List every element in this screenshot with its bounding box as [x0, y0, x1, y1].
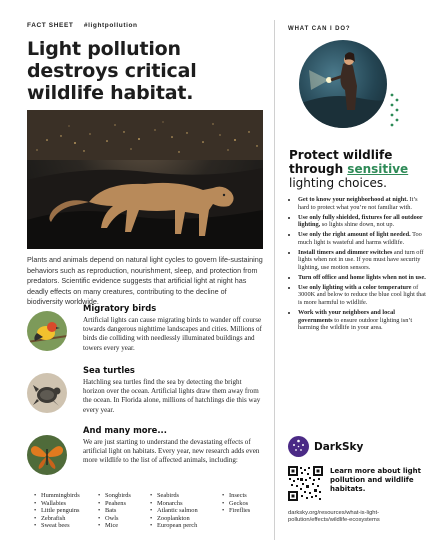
many-more-title: And many more...: [83, 425, 167, 435]
tip-item: [298, 249, 426, 272]
animal-list: [34, 492, 270, 530]
tip-bold: Use only fully shielded, fixtures for all outdoor lighting,: [298, 213, 423, 229]
tip-bold: Install timers and dimmer switches: [298, 248, 393, 256]
animal-item: • Insects: [222, 492, 262, 500]
animal-item: • Seabirds: [150, 492, 216, 500]
tip-item: [298, 274, 426, 282]
protect-heading-part-1: Protect wildlife through: [289, 148, 393, 176]
qr-code[interactable]: [288, 466, 323, 501]
sidebar-heading: WHAT CAN I DO?: [288, 26, 351, 32]
tip-bold: Turn off office and home lights when not in use.: [298, 273, 426, 281]
tip-text: to ensure outdoor lighting isn’t harming the wildlife in your area.: [298, 316, 413, 332]
migratory-birds-body: [83, 303, 265, 353]
many-more-body: [83, 425, 265, 466]
fact-sheet-label: FACT SHEET: [27, 22, 74, 29]
animal-item: • Geckos: [222, 500, 262, 508]
animal-item: • Mice: [98, 522, 144, 530]
animal-item: • Wallabies: [34, 500, 92, 508]
turtle-icon: [27, 373, 67, 413]
animal-item: • Atlantic salmon: [150, 507, 216, 515]
tip-bold: Use only the right amount of light needed.: [298, 231, 411, 239]
darksky-logo-icon: [288, 436, 309, 457]
hashtag: #lightpollution: [83, 22, 138, 29]
tip-bold: Work with your neighbors and local governments: [298, 309, 395, 324]
animal-item: • Zebrafish: [34, 515, 92, 523]
animal-item: • Zooplankton: [150, 515, 216, 523]
animal-item: • European perch: [150, 522, 216, 530]
protect-heading: [289, 148, 424, 190]
animal-item: • Owls: [98, 515, 144, 523]
animal-column-4: [222, 492, 268, 530]
bird-icon: [27, 311, 67, 351]
animal-item: • Hummingbirds: [34, 492, 92, 500]
animal-column-1: [34, 492, 98, 530]
sea-turtles-text: Hatchling sea turtles find the sea by detecting the bright horizon over the ocean. Artificial lights draw them away from the ocean. In Florida alone, millions of hatchlings die this way every year.: [83, 378, 261, 414]
mountain-lion-photo: [27, 110, 263, 249]
animal-item: • Fireflies: [222, 507, 262, 515]
tip-item: [298, 231, 426, 246]
header-tagline: [27, 22, 263, 29]
animal-item: • Songbirds: [98, 492, 144, 500]
mountain-lion-illustration: [27, 110, 263, 249]
animal-item: • Monarchs: [150, 500, 216, 508]
intro-paragraph: Plants and animals depend on natural light cycles to govern life-sustaining behaviors such as reproduction, nourishment, sleep, and protection from predators. Scientific evidence suggests that artificial light at night has deadly effects on many creatures, contributing to the decline of biodiversity worldwide.: [27, 255, 263, 306]
page-title: Light pollution destroys critical wildlife habitat.: [27, 38, 197, 104]
learn-more-text: Learn more about light pollution and wildlife habitats.: [330, 467, 421, 493]
sea-turtles-body: [83, 365, 265, 415]
tip-item: [298, 196, 426, 211]
animal-item: • Little penguins: [34, 507, 92, 515]
migratory-birds-title: Migratory birds: [83, 303, 157, 313]
tip-bold: Get to know your neighborhood at night.: [298, 196, 408, 203]
animal-item: • Peahens: [98, 500, 144, 508]
turtle-photo: [27, 373, 67, 413]
bird-photo: [27, 311, 67, 351]
flashlight-person-illustration: [299, 40, 387, 128]
main-column: [27, 22, 263, 308]
migratory-birds-text: Artificial lights can cause migrating birds to wander off course towards dangerous nighttime landscapes and cities. Millions of birds die colliding with needlessly illuminated buildings and towers every year.: [83, 316, 262, 352]
protect-heading-highlight: sensitive: [347, 162, 409, 176]
protect-heading-part-2: lighting choices.: [289, 176, 387, 190]
tip-text: and turn off lights when not in use. If you must have security lighting, use motion sensors.: [298, 248, 424, 271]
stargazers-photo: [299, 40, 387, 128]
animal-column-3: [150, 492, 222, 530]
tip-item: [298, 309, 426, 332]
sidebar: [275, 0, 426, 551]
tip-text: of 3000K and below to reduce the blue cool light that is more harmful to wildlife.: [298, 283, 426, 306]
animal-item: • Bats: [98, 507, 144, 515]
tip-text: Too much light is wasteful and harms wildlife.: [298, 231, 422, 246]
tip-text: so lights shine down, not up.: [320, 221, 395, 229]
animal-column-2: [98, 492, 150, 530]
butterfly-icon: [27, 435, 67, 475]
tips-list: [289, 196, 426, 334]
butterfly-photo: [27, 435, 67, 475]
tip-text: It’s hard to protect what you’re not familiar with.: [298, 196, 418, 211]
decorative-dots: [389, 92, 403, 128]
brand-name: DarkSky: [314, 441, 364, 453]
sea-turtles-title: Sea turtles: [83, 365, 135, 375]
tip-bold: Use only lighting with a color temperature: [298, 283, 412, 291]
animal-item: • Sweat bees: [34, 522, 92, 530]
tip-item: [298, 284, 426, 307]
many-more-text: We are just starting to understand the devastating effects of artificial light on habitats. Every year, new research adds even more wildlife to the list of affected animals, including:: [83, 438, 260, 465]
tip-item: [298, 214, 426, 229]
resource-url[interactable]: darksky.org/resources/what-is-light-pollution/effects/wildlife-ecosystems: [288, 510, 380, 524]
